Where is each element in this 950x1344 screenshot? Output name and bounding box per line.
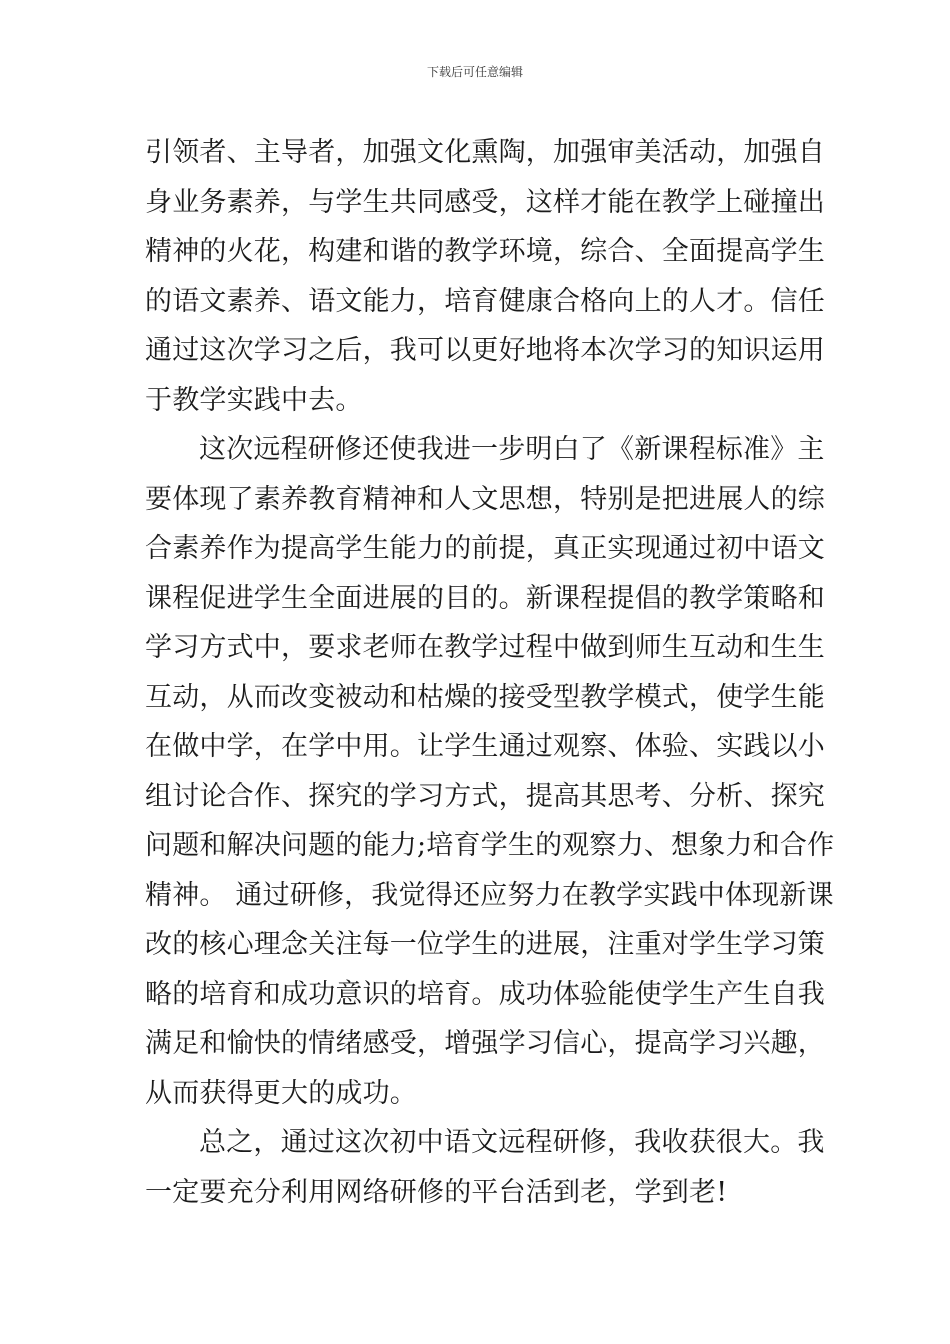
text-line: 互动，从而改变被动和枯燥的接受型教学模式，使学生能	[145, 681, 825, 713]
text-line: 学习方式中，要求老师在教学过程中做到师生互动和生生	[145, 632, 825, 663]
text-line: 合素养作为提高学生能力的前提，真正实现通过初中语文	[145, 533, 825, 564]
text-line: 精神。 通过研修，我觉得还应努力在教学实践中体现新课	[145, 879, 834, 911]
text-line: 总之，通过这次初中语文远程研修，我收获很大。我	[199, 1127, 825, 1158]
text-line: 的语文素养、语文能力，培育健康合格向上的人才。信任	[145, 285, 825, 317]
text-line: 通过这次学习之后，我可以更好地将本次学习的知识运用	[145, 335, 825, 366]
text-line: 一定要充分利用网络研修的平台活到老，学到老!	[145, 1176, 728, 1208]
text-line: 课程促进学生全面进展的目的。新课程提倡的教学策略和	[145, 582, 825, 614]
text-line: 于教学实践中去。	[145, 384, 363, 416]
document-body	[145, 128, 835, 1217]
page-header: 下载后可任意编辑	[426, 65, 523, 79]
text-line: 要体现了素养教育精神和人文思想，特别是把进展人的综	[145, 483, 825, 515]
text-line: 引领者、主导者，加强文化熏陶，加强审美活动，加强自	[145, 137, 825, 168]
text-line: 改的核心理念关注每一位学生的进展，注重对学生学习策	[145, 929, 825, 960]
text-line: 略的培育和成功意识的培育。成功体验能使学生产生自我	[145, 978, 825, 1010]
text-line: 身业务素养，与学生共同感受，这样才能在教学上碰撞出	[145, 186, 825, 218]
text-line: 精神的火花，构建和谐的教学环境，综合、全面提高学生	[145, 236, 825, 267]
text-line: 在做中学，在学中用。让学生通过观察、体验、实践以小	[145, 731, 825, 762]
text-line: 从而获得更大的成功。	[145, 1077, 417, 1109]
text-line: 问题和解决问题的能力;培育学生的观察力、想象力和合作	[145, 830, 835, 861]
text-line: 组讨论合作、探究的学习方式，提高其思考、分析、探究	[145, 780, 825, 812]
text-line: 满足和愉快的情绪感受，增强学习信心，提高学习兴趣，	[145, 1028, 825, 1059]
text-line: 这次远程研修还使我进一步明白了《新课程标准》主	[199, 434, 825, 465]
